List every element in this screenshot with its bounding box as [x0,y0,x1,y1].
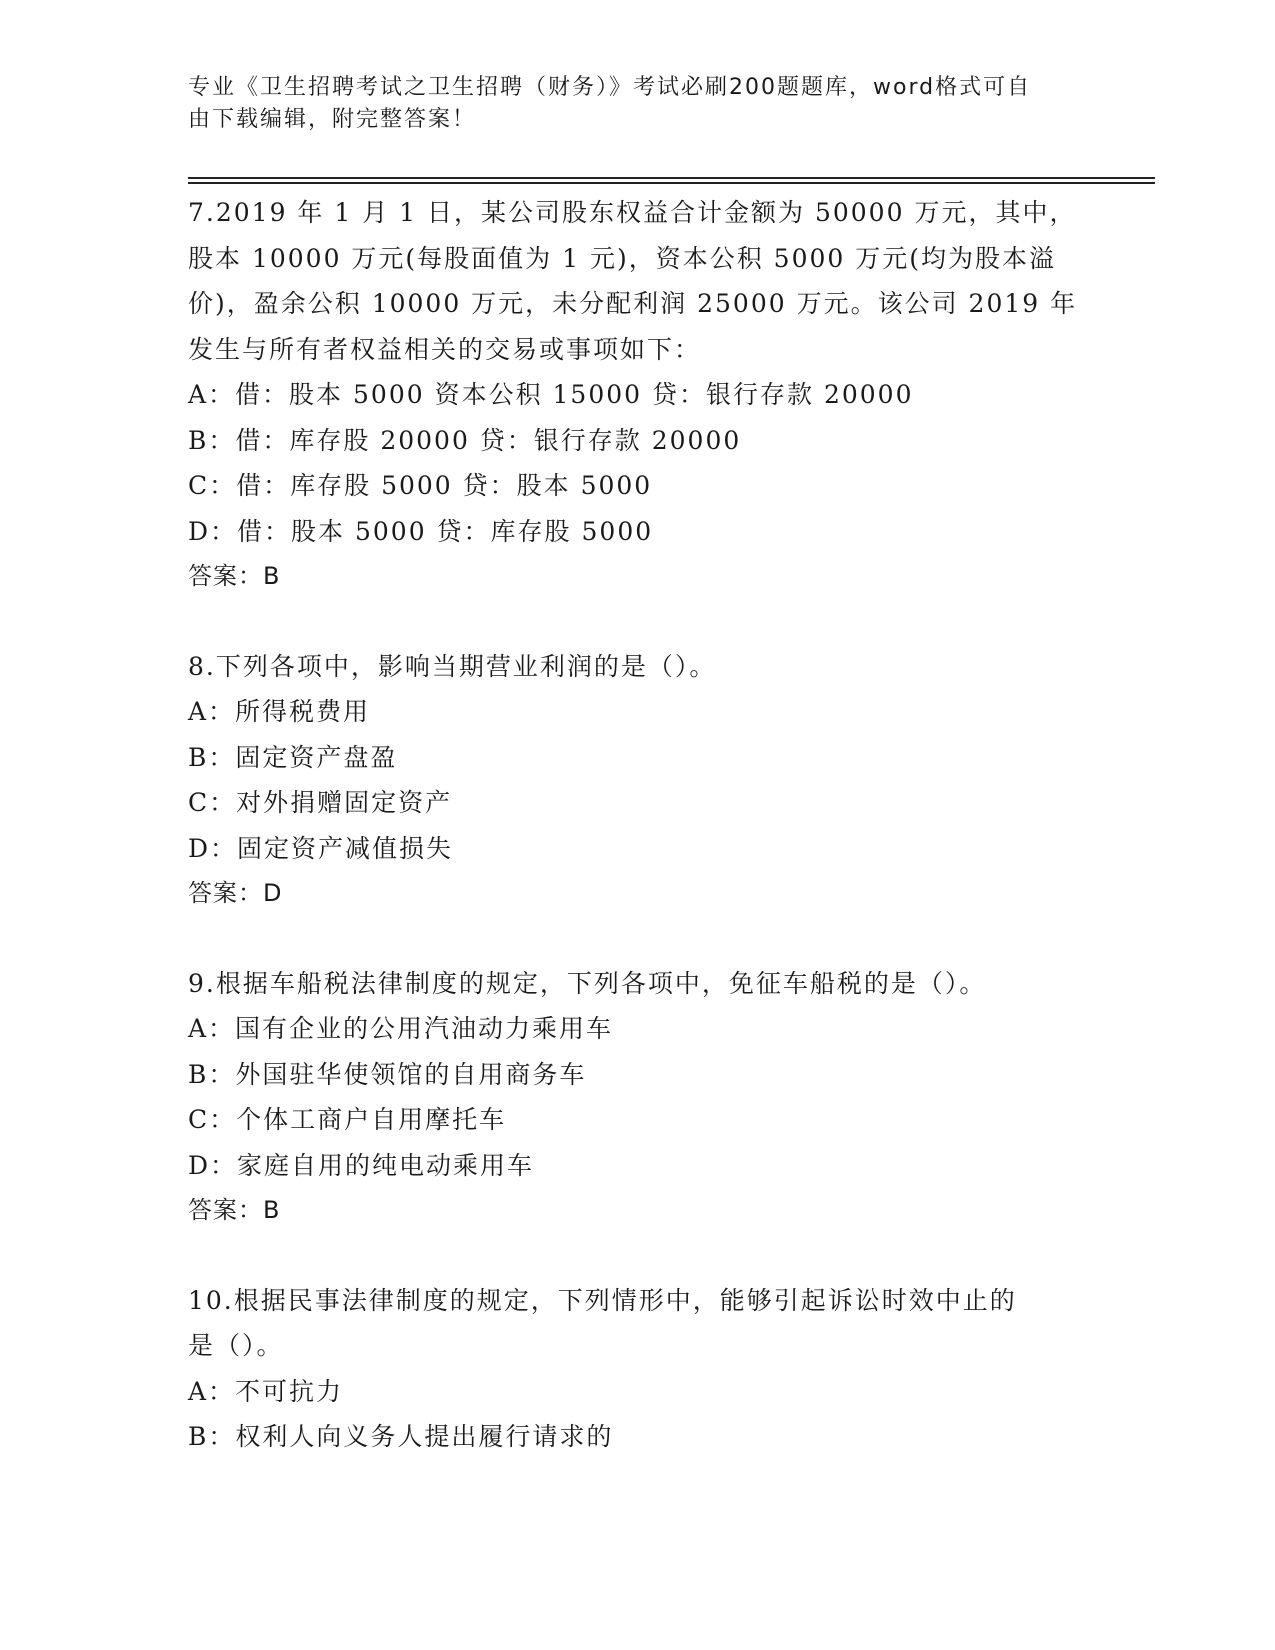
option-a: A：不可抗力 [188,1376,344,1406]
question-text-line: 10.根据民事法律制度的规定，下列情形中，能够引起诉讼时效中止的 [188,1285,1017,1315]
option-b: B：外国驻华使领馆的自用商务车 [188,1059,587,1089]
header-line-2: 由下载编辑，附完整答案！ [188,107,477,132]
question-10 [188,1278,1088,1460]
answer-line: 答案：B [188,562,281,590]
question-9 [188,961,1088,1234]
option-d: D：借：股本 5000 贷：库存股 5000 [188,516,654,546]
option-a: A：国有企业的公用汽油动力乘用车 [188,1014,614,1043]
question-list [188,190,1088,1460]
document-header [188,72,1078,136]
question-8 [188,644,1088,917]
answer-line: 答案：B [188,1196,281,1224]
header-line-1: 专业《卫生招聘考试之卫生招聘（财务）》考试必刷200题题库，word格式可自 [188,75,1032,100]
option-c: C：个体工商户自用摩托车 [188,1105,507,1134]
header-divider-bottom [188,182,1155,184]
question-spacer [188,917,1088,961]
option-a: A：借：股本 5000 资本公积 15000 贷：银行存款 20000 [188,380,914,409]
question-text-line: 价)，盈余公积 10000 万元，未分配利润 25000 万元。该公司 2019 年 [188,289,1078,318]
header-divider-top [188,177,1155,179]
option-b: B：借：库存股 20000 贷：银行存款 20000 [188,425,742,455]
option-c: C：对外捐赠固定资产 [188,788,453,817]
answer-line: 答案：D [188,879,283,907]
option-d: D：家庭自用的纯电动乘用车 [188,1150,535,1180]
option-d: D：固定资产减值损失 [188,833,454,863]
question-text-line: 股本 10000 万元(每股面值为 1 元)，资本公积 5000 万元(均为股本溢 [188,243,1057,273]
option-c: C：借：库存股 5000 贷：股本 5000 [188,471,653,500]
option-b: B：权利人向义务人提出履行请求的 [188,1422,614,1451]
question-text-line: 是（）。 [188,1331,284,1360]
question-spacer [188,600,1088,644]
question-text-line: 9.根据车船税法律制度的规定，下列各项中，免征车船税的是（）。 [188,968,987,998]
question-text-line: 7.2019 年 1 月 1 日，某公司股东权益合计金额为 50000 万元，其中， [188,198,1077,227]
question-spacer [188,1234,1088,1278]
question-text-line: 8.下列各项中，影响当期营业利润的是（）。 [188,651,717,681]
question-7 [188,190,1088,600]
question-text-line: 发生与所有者权益相关的交易或事项如下： [188,334,702,364]
option-a: A：所得税费用 [188,697,371,726]
option-b: B：固定资产盘盈 [188,742,398,772]
